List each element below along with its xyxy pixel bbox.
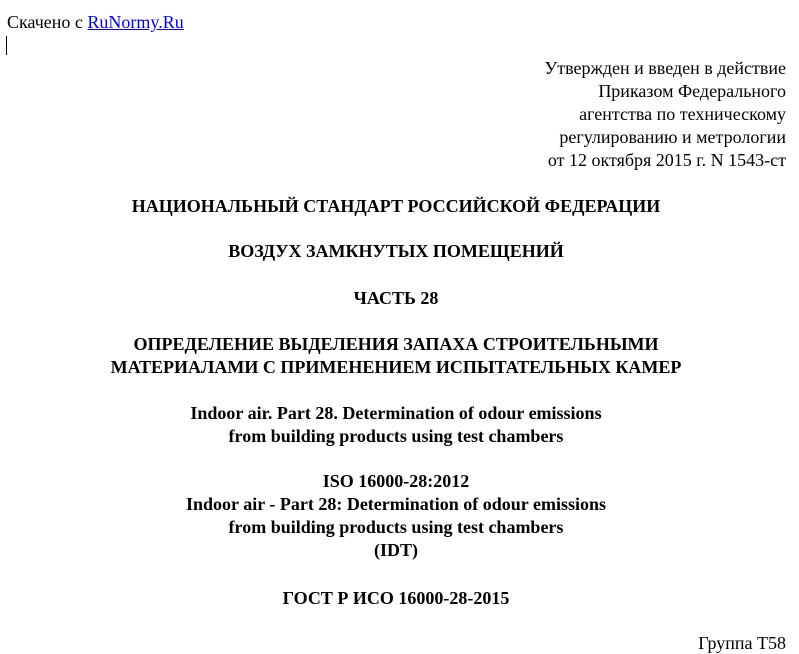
download-prefix: Скачено с bbox=[7, 12, 83, 32]
document-title: ВОЗДУХ ЗАМКНУТЫХ ПОМЕЩЕНИЙ bbox=[228, 241, 564, 261]
approval-line: от 12 октября 2015 г. N 1543-ст bbox=[547, 150, 786, 170]
approval-line: Утвержден и введен в действие bbox=[544, 58, 786, 78]
iso-block bbox=[0, 470, 792, 562]
english-title-line: Indoor air. Part 28. Determination of odour emissions bbox=[190, 403, 602, 423]
subtitle-block bbox=[0, 333, 792, 379]
approval-line: регулированию и метрологии bbox=[559, 127, 786, 147]
approval-block bbox=[386, 57, 786, 172]
approval-line: агентства по техническому bbox=[579, 104, 786, 124]
approval-line: Приказом Федерального bbox=[598, 81, 786, 101]
standard-type-heading: НАЦИОНАЛЬНЫЙ СТАНДАРТ РОССИЙСКОЙ ФЕДЕРАЦИИ bbox=[131, 196, 661, 216]
text-cursor bbox=[6, 36, 7, 55]
iso-title-line: from building products using test chambers bbox=[228, 517, 564, 537]
iso-equivalence: (IDT) bbox=[374, 540, 418, 560]
part-heading: ЧАСТЬ 28 bbox=[353, 288, 439, 308]
iso-title-line: Indoor air - Part 28: Determination of odour emissions bbox=[186, 494, 606, 514]
download-source-line bbox=[7, 11, 184, 33]
subtitle-line: МАТЕРИАЛАМИ С ПРИМЕНЕНИЕМ ИСПЫТАТЕЛЬНЫХ КАМЕР bbox=[110, 357, 682, 377]
gost-designation: ГОСТ Р ИСО 16000-28-2015 bbox=[282, 588, 510, 608]
english-title-block bbox=[0, 402, 792, 448]
english-title-line: from building products using test chambers bbox=[228, 426, 564, 446]
classification-group: Группа Т58 bbox=[698, 633, 786, 653]
iso-code: ISO 16000-28:2012 bbox=[322, 471, 470, 491]
subtitle-line: ОПРЕДЕЛЕНИЕ ВЫДЕЛЕНИЯ ЗАПАХА СТРОИТЕЛЬНЫМИ bbox=[133, 334, 659, 354]
runormy-link[interactable]: RuNormy.Ru bbox=[87, 12, 184, 32]
